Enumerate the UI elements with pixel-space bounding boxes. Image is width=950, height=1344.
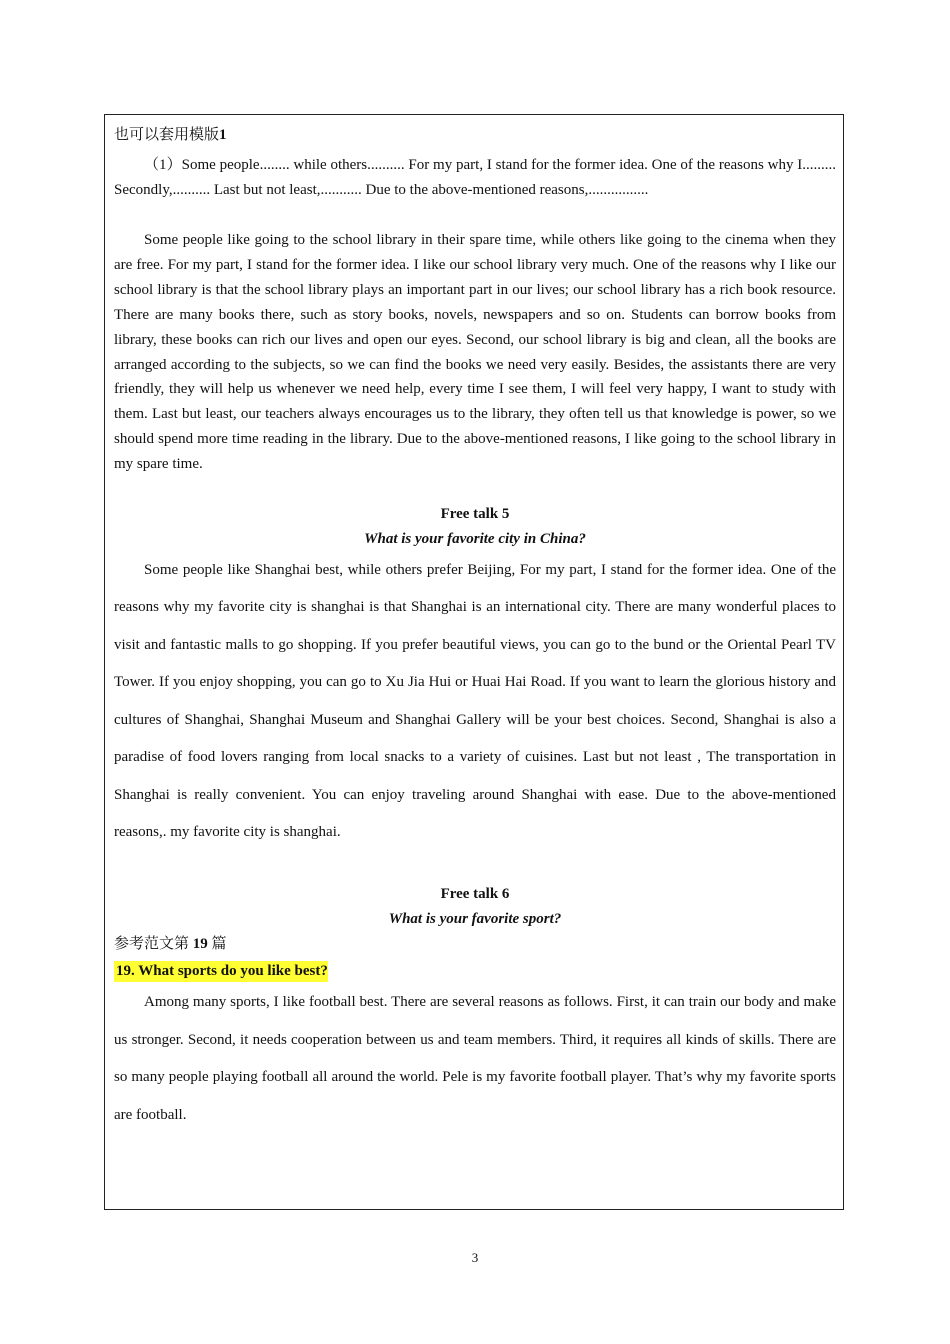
reference-prefix: 参考范文第 <box>114 936 190 953</box>
highlight-line <box>114 958 836 984</box>
talk5-title: Free talk 5 <box>440 506 510 523</box>
library-essay: Some people like going to the school library in their spare time, while others like going to the cinema when they are free. For my part, I stand for the former idea. I like our school library very much. One of the reasons why I like our school library is that the school library plays an important part in our lives; our school library has a rich book resource. There are many books there, such as story books, novels, newspapers and so on. Students can borrow books from library, these books can rich our lives and open our eyes. Second, our school library is big and clean, all the books are arranged according to the subjects, so we can find the books we need very easily. Besides, the assistants there are very friendly, they will help us whenever we need help, every time I see them, I will feel very happy, I want to study with them. Last but least, our teachers always encourages us to the library, they often tell us that knowledge is power, so we should spend more time reading in the library. Due to the above-mentioned reasons, I like going to the school library in my spare time. <box>114 232 836 473</box>
content-frame <box>104 114 844 1210</box>
talk6-question: What is your favorite sport? <box>388 911 562 928</box>
content-body <box>114 124 836 1134</box>
reference-line <box>114 932 836 956</box>
page-number: 3 <box>471 1250 479 1265</box>
template-heading-number: 1 <box>219 127 227 143</box>
template-heading-text: 也可以套用模版 <box>114 127 220 143</box>
template-heading <box>114 124 836 146</box>
talk6-title: Free talk 6 <box>440 886 510 903</box>
reference-suffix: 篇 <box>211 936 227 953</box>
template-paragraph: （1）Some people........ while others.......... For my part, I stand for the former idea. One of the reasons why I......... Secondly,.......... Last but not least,........... Due to the above-mentioned reasons,................ <box>114 157 836 198</box>
reference-number: 19 <box>192 936 208 953</box>
talk6-essay: Among many sports, I like football best. There are several reasons as follows. First, it can train our body and make us stronger. Second, it needs cooperation between us and team members. Third, it requires all kinds of skills. There are so many people playing football all around the world. Pele is my favorite football player. That’s why my favorite sports are football. <box>114 994 836 1123</box>
highlighted-question: 19. What sports do you like best? <box>114 961 328 982</box>
talk5-essay: Some people like Shanghai best, while others prefer Beijing, For my part, I stand for the former idea. One of the reasons why my favorite city is shanghai is that Shanghai is an international city. There are many wonderful places to visit and fantastic malls to go shopping. If you prefer beautiful views, you can go to the bund or the Oriental Pearl TV Tower. If you enjoy shopping, you can go to Xu Jia Hui or Huai Hai Road. If you want to learn the glorious history and cultures of Shanghai, Shanghai Museum and Shanghai Gallery will be your best choices. Second, Shanghai is also a paradise of food lovers ranging from local snacks to a variety of cuisines. Last but not least , The transportation in Shanghai is really convenient. You can enjoy traveling around Shanghai with ease. Due to the above-mentioned reasons,. my favorite city is shanghai. <box>114 562 836 840</box>
talk5-question: What is your favorite city in China? <box>364 531 586 548</box>
